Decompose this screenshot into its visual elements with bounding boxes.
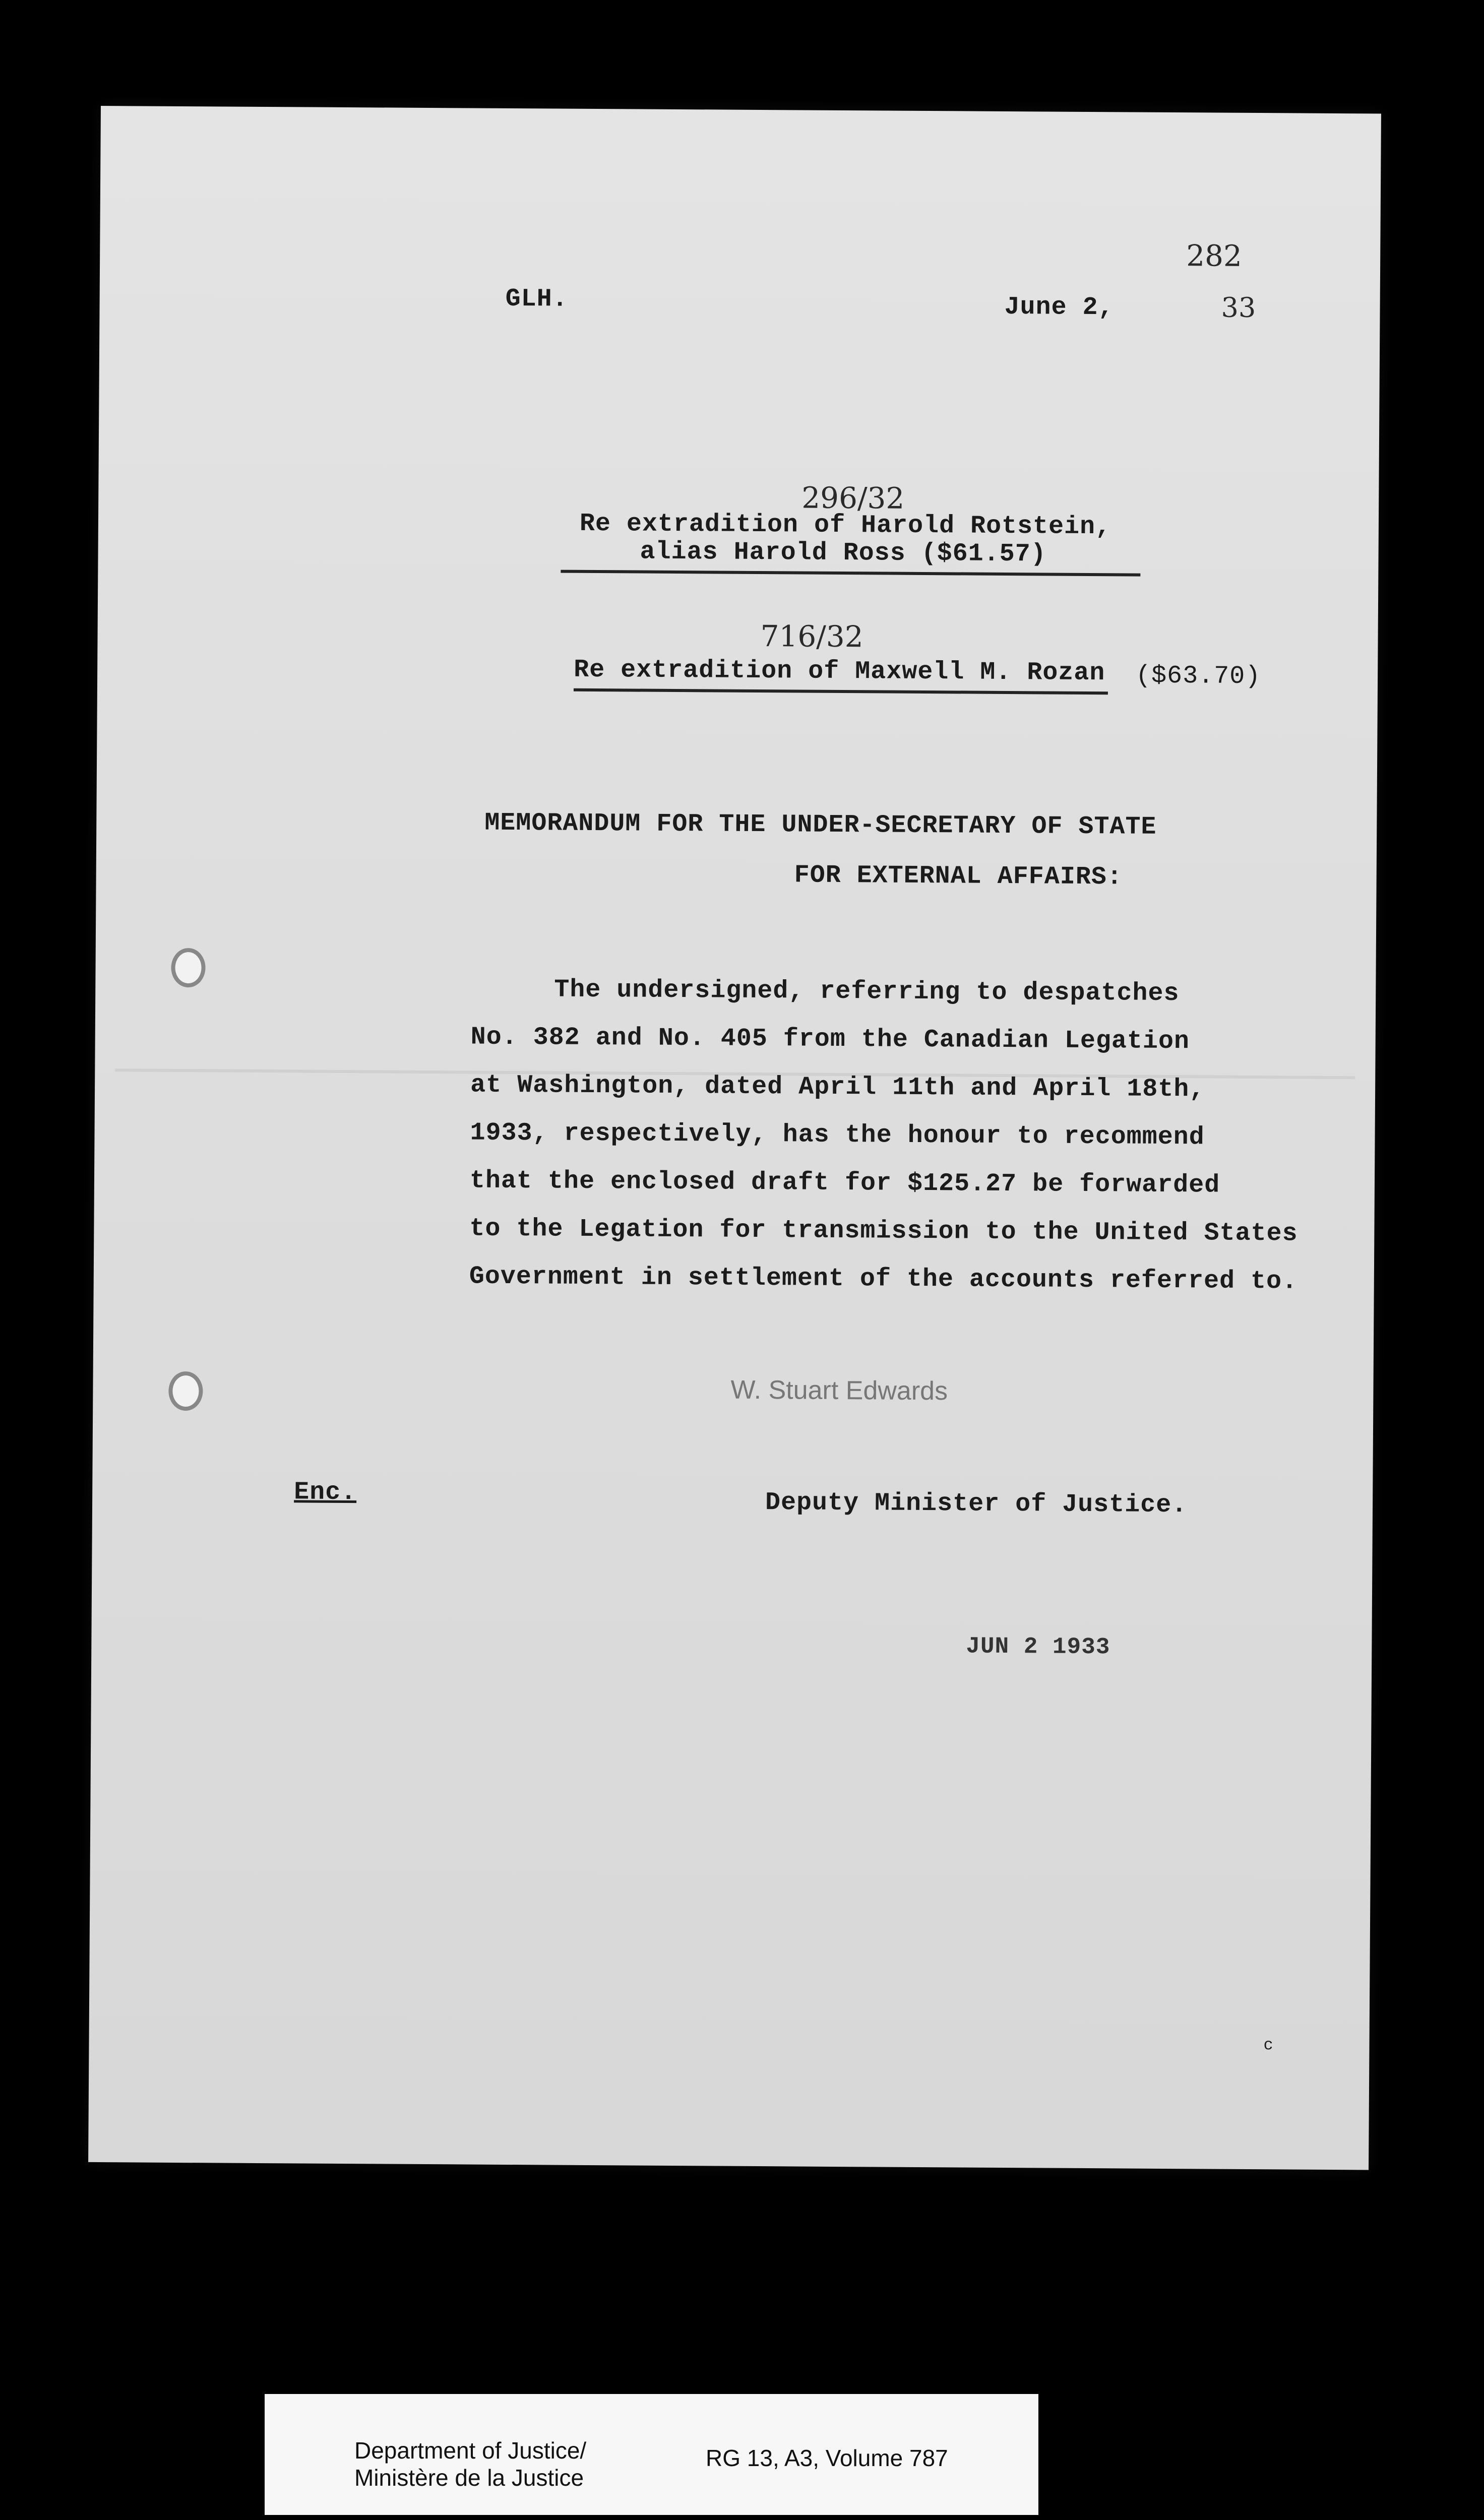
body-line-7: Government in settlement of the accounts referred to.	[469, 1262, 1298, 1296]
enclosure-note: Enc.	[294, 1478, 357, 1507]
body-line-2: No. 382 and No. 405 from the Canadian Legation	[470, 1023, 1190, 1056]
archive-reference: RG 13, A3, Volume 787	[706, 2445, 948, 2471]
body-line-3: at Washington, dated April 11th and April 18th,	[470, 1070, 1205, 1104]
body-line-4: 1933, respectively, has the honour to recommend	[470, 1118, 1205, 1152]
signature-stamp: W. Stuart Edwards	[730, 1375, 948, 1406]
ref2-subject: Re extradition of Maxwell M. Rozan	[574, 655, 1105, 688]
ref2-amount: ($63.70)	[1135, 661, 1261, 691]
ref1-file-number: 296/32	[801, 480, 905, 516]
folio-number: 282	[1186, 238, 1243, 273]
archive-reference-label	[265, 2394, 1038, 2515]
ref1-subject-line1: Re extradition of Harold Rotstein,	[579, 509, 1111, 542]
memo-year: 33	[1221, 291, 1256, 324]
body-line-5: that the enclosed draft for $125.27 be forwarded	[469, 1166, 1220, 1200]
memo-date: June 2,	[1004, 292, 1114, 323]
corner-mark: c	[1263, 2036, 1274, 2055]
ref2-underline	[574, 688, 1108, 695]
body-line-6: to the Legation for transmission to the United States	[469, 1214, 1298, 1248]
initials: GLH.	[505, 284, 568, 314]
memo-heading-line1: MEMORANDUM FOR THE UNDER-SECRETARY OF STATE	[484, 808, 1157, 842]
punch-hole-lower	[168, 1371, 203, 1411]
body-line-1: The undersigned, referring to despatches	[554, 975, 1180, 1009]
ref1-underline	[561, 570, 1140, 577]
signatory-title: Deputy Minister of Justice.	[765, 1488, 1188, 1520]
department-name-en: Department of Justice/	[354, 2437, 587, 2464]
received-date-stamp: JUN 2 1933	[966, 1633, 1110, 1661]
ref2-file-number: 716/32	[760, 619, 863, 654]
punch-hole-upper	[171, 948, 205, 987]
department-name-fr: Ministère de la Justice	[354, 2465, 584, 2491]
memo-page	[88, 106, 1381, 2170]
memo-heading-line2: FOR EXTERNAL AFFAIRS:	[794, 861, 1123, 892]
ref1-subject-line2: alias Harold Ross ($61.57)	[640, 537, 1046, 569]
